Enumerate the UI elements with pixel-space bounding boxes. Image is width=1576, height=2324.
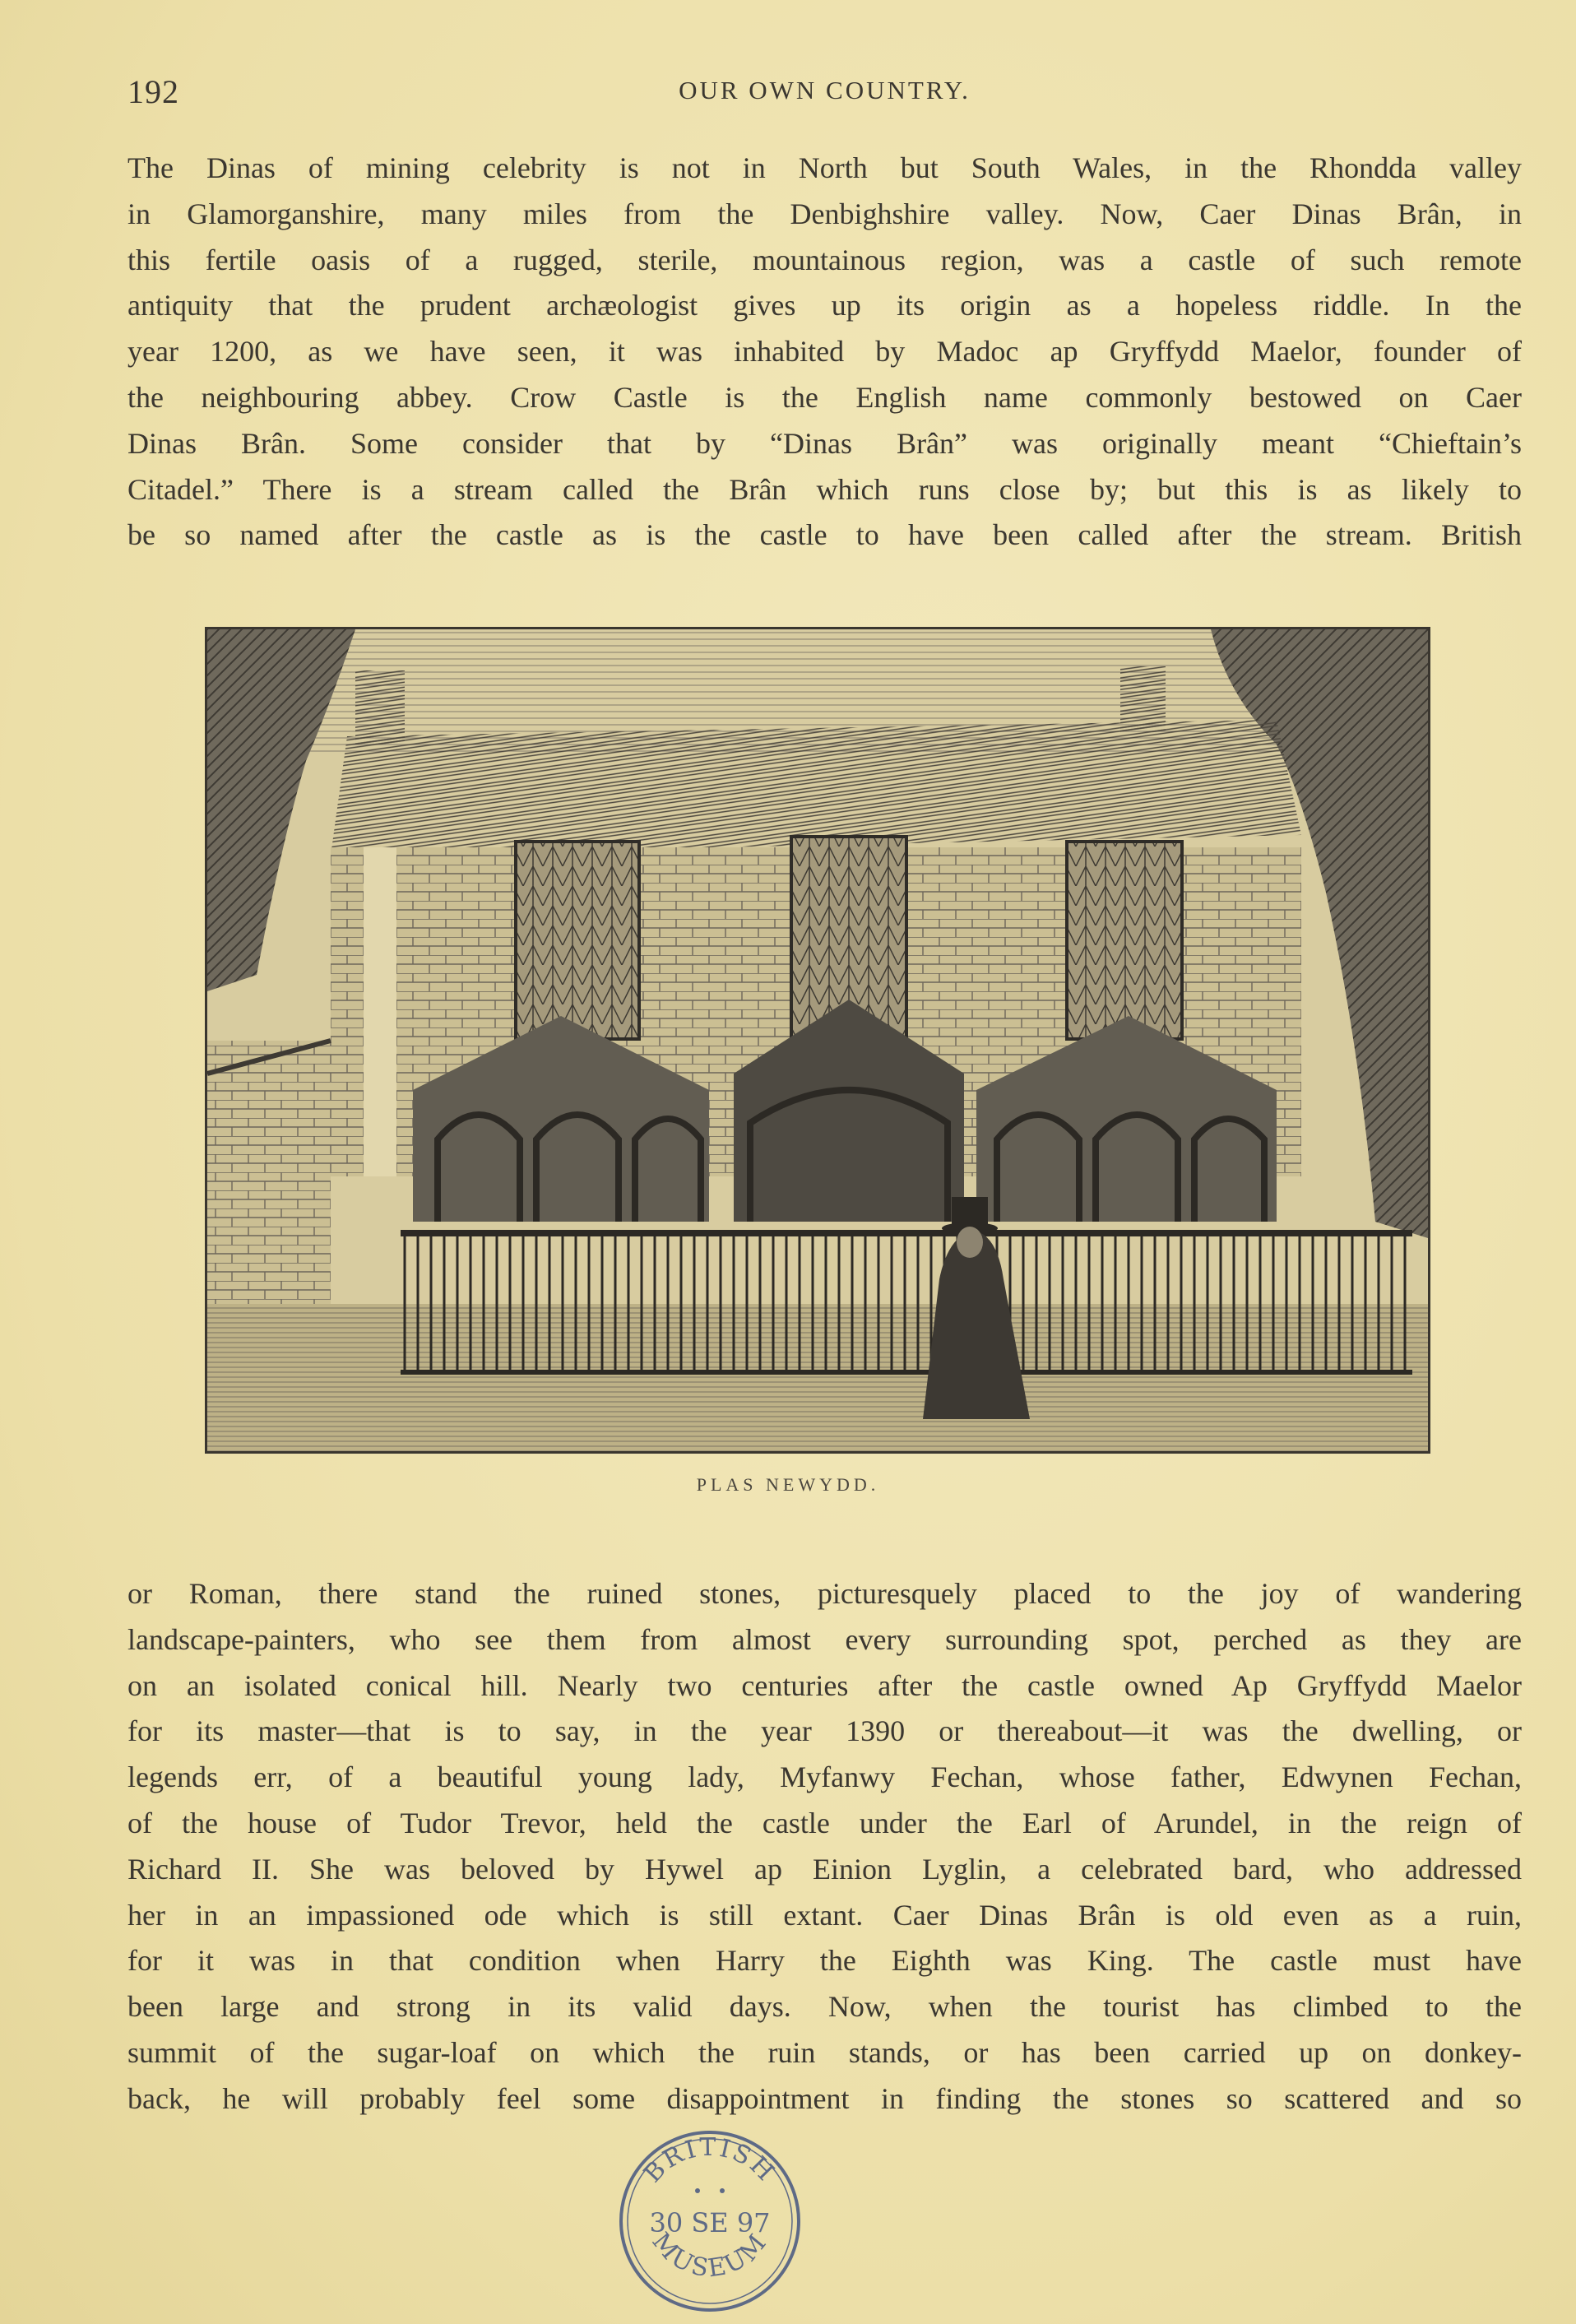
text-line: summit of the sugar-loaf on which the ruin stands, or has been carried up on donkey- xyxy=(127,2035,1522,2069)
figure-caption: PLAS NEWYDD. xyxy=(696,1474,880,1495)
text-line: Dinas Brân. Some consider that by “Dinas Brân” was originally meant “Chieftain’s xyxy=(127,426,1522,460)
text-line: back, he will probably feel some disappointment in finding the stones so scattered and so xyxy=(127,2081,1522,2115)
stamp-bottom-text: MUSEUM xyxy=(646,2227,774,2284)
text-line: in Glamorganshire, many miles from the Denbighshire valley. Now, Caer Dinas Brân, in xyxy=(127,197,1522,230)
engraving-plas-newydd xyxy=(205,627,1430,1454)
text-line: year 1200, as we have seen, it was inhabited by Madoc ap Gryffydd Maelor, founder of xyxy=(127,335,1522,369)
stamp-top-text: BRITISH xyxy=(638,2132,781,2189)
text-line: antiquity that the prudent archæologist gives up its origin as a hopeless riddle. In the xyxy=(127,289,1522,322)
text-line: this fertile oasis of a rugged, sterile, mountainous region, was a castle of such remote xyxy=(127,243,1522,276)
text-line: landscape-painters, who see them from almost every surrounding spot, perched as they are xyxy=(127,1622,1522,1656)
text-line: or Roman, there stand the ruined stones, picturesquely placed to the joy of wandering xyxy=(127,1577,1522,1610)
text-line: on an isolated conical hill. Nearly two centuries after the castle owned Ap Gryffydd Maelor xyxy=(127,1668,1522,1702)
svg-text:BRITISH xyxy=(638,2133,781,2188)
text-line: Richard II. She was beloved by Hywel ap Einion Lyglin, a celebrated bard, who addressed xyxy=(127,1852,1522,1886)
text-line: been large and strong in its valid days. Now, when the tourist has climbed to the xyxy=(127,1990,1522,2024)
body-text-bottom xyxy=(127,1571,1522,2122)
text-line: for it was in that condition when Harry the Eighth was King. The castle must have xyxy=(127,1944,1522,1978)
running-head: OUR OWN COUNTRY. xyxy=(679,76,971,104)
text-line: her in an impassioned ode which is still extant. Caer Dinas Brân is old even as a ruin, xyxy=(127,1898,1522,1932)
british-museum-stamp xyxy=(615,2127,804,2316)
stamp-date: 30 SE 97 xyxy=(649,2207,771,2238)
text-line: for its master—that is to say, in the year 1390 or thereabout—it was the dwelling, or xyxy=(127,1714,1522,1748)
text-line: legends err, of a beautiful young lady, Myfanwy Fechan, whose father, Edwynen Fechan, xyxy=(127,1760,1522,1794)
text-line: the neighbouring abbey. Crow Castle is the English name commonly bestowed on Caer xyxy=(127,380,1522,414)
page-header xyxy=(127,72,1522,114)
body-text-top xyxy=(127,146,1522,559)
text-line: Citadel.” There is a stream called the Brân which runs close by; but this is as likely to xyxy=(127,472,1522,506)
page-number: 192 xyxy=(127,73,179,110)
text-line: be so named after the castle as is the castle to have been called after the stream. British xyxy=(127,518,1522,552)
text-line: of the house of Tudor Trevor, held the castle under the Earl of Arundel, in the reign of xyxy=(127,1806,1522,1839)
text-line: The Dinas of mining celebrity is not in North but South Wales, in the Rhondda valley xyxy=(127,151,1522,184)
